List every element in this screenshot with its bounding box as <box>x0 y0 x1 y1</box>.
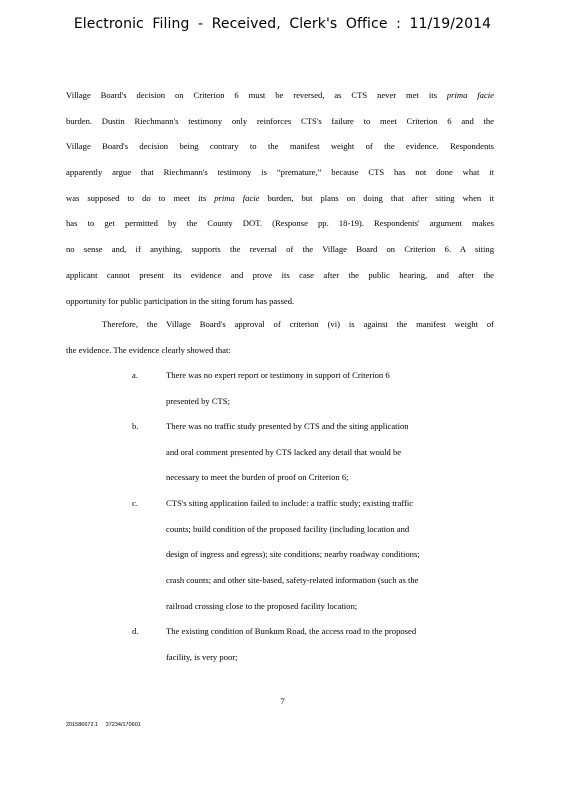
list-item-text <box>166 363 496 414</box>
text-line: was supposed to do to meet its prima facie burden, but plans on doing that after siting when it <box>66 192 494 203</box>
text-line: CTS's siting application failed to include: a traffic study; existing traffic <box>166 498 414 508</box>
text-line: Therefore, the Village Board's approval of criterion (vi) is against the manifest weight of <box>102 319 494 329</box>
text-line: Village Board's decision being contrary to the manifest weight of the evidence. Respondents <box>66 141 494 152</box>
list-item-letter: a. <box>132 370 138 380</box>
text-line: apparently argue that Riechmann's testimony is “premature,” because CTS has not done what it <box>66 167 494 178</box>
text-line: the evidence. The evidence clearly showed that: <box>66 344 231 355</box>
text-line: The existing condition of Bunkum Road, the access road to the proposed <box>166 626 417 636</box>
text-line: burden. Dustin Riechmann's testimony only reinforces CTS's failure to meet Criterion 6 and the <box>66 115 494 126</box>
text-line: railroad crossing close to the proposed facility location; <box>166 600 358 611</box>
list-item-letter: b. <box>132 421 139 431</box>
text-line: necessary to meet the burden of proof on Criterion 6; <box>166 472 349 483</box>
text-line: presented by CTS; <box>166 395 230 406</box>
italic-term: prima facie <box>214 192 260 203</box>
filing-stamp-header: Electronic Filing - Received, Clerk's Office : 11/19/2014 <box>73 16 492 32</box>
text-line: applicant cannot present its evidence and prove its case after the public hearing, and after the <box>66 269 494 280</box>
text-line: opportunity for public participation in the siting forum has passed. <box>66 295 295 306</box>
text-line: design of ingress and egress); site conditions; nearby roadway conditions; <box>166 549 420 560</box>
text-line: There was no traffic study presented by CTS and the siting application <box>166 421 409 431</box>
text-line: no sense and, if anything, supports the reversal of the Village Board on Criterion 6. A siting <box>66 244 494 255</box>
document-id-footer: 201586672.1 37234/170601 <box>66 722 141 728</box>
text-line: has to get permitted by the County DOT. (Response pp. 18-19). Respondents' argument makes <box>66 218 494 229</box>
italic-term: prima facie <box>446 90 494 100</box>
list-item-letter: c. <box>132 498 138 508</box>
paragraph-criterion-6 <box>66 83 494 314</box>
paragraph-therefore <box>66 312 494 363</box>
list-item-text <box>166 491 496 619</box>
page-number: 7 <box>280 696 285 706</box>
list-item-text <box>166 414 496 491</box>
text-line: counts; build condition of the proposed facility (including location and <box>166 523 410 534</box>
text-line: facility, is very poor; <box>166 651 238 662</box>
list-item-letter: d. <box>132 626 139 636</box>
text-line: There was no expert report or testimony in support of Criterion 6 <box>166 370 390 380</box>
text-line: and oral comment presented by CTS lacked any detail that would be <box>166 446 402 457</box>
text-line: crash counts; and other site-based, safety-related information (such as the <box>166 575 419 586</box>
text-line: Village Board's decision on Criterion 6 must be reversed, as CTS never met its prima facie <box>66 90 494 100</box>
list-item-text <box>166 619 496 670</box>
